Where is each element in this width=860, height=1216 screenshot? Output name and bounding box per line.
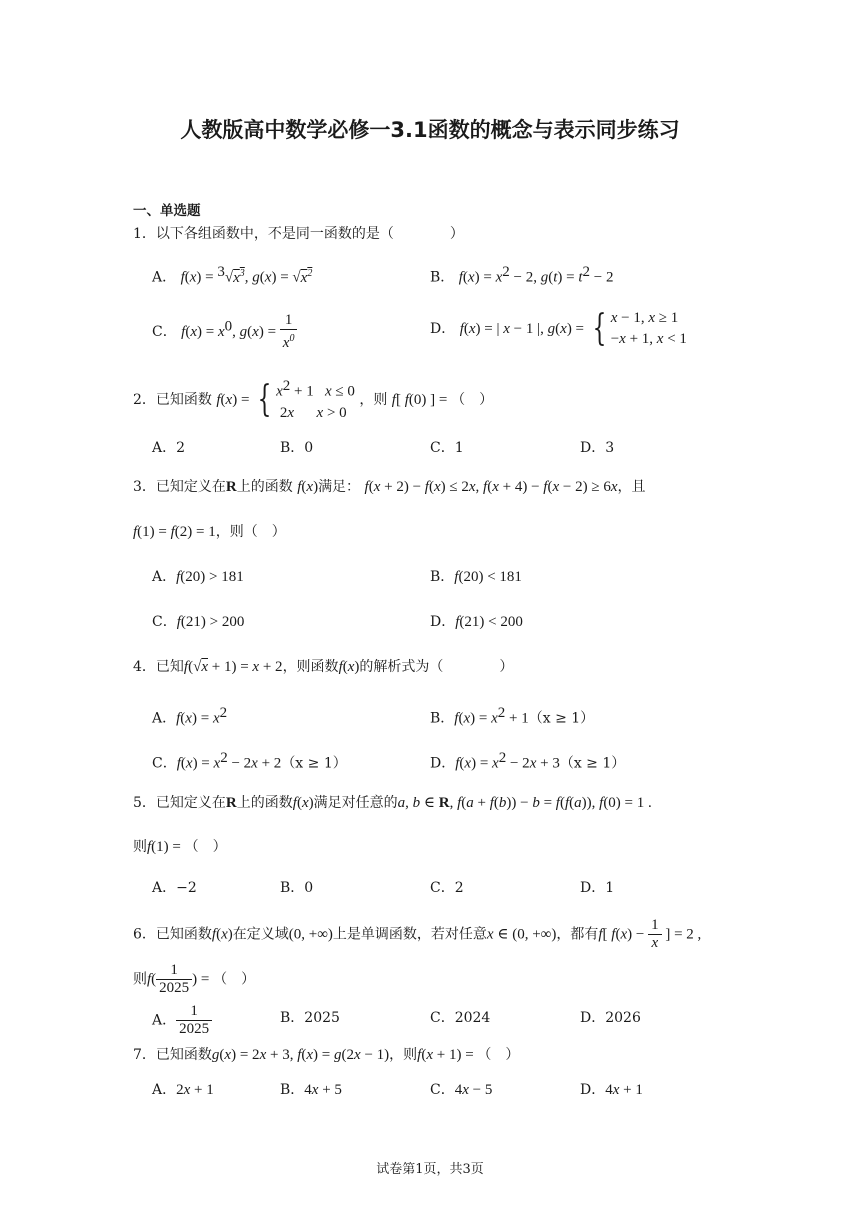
q7-option-a[interactable]: A．2x + 1: [152, 1082, 214, 1098]
q3-stem-line2: f(1) = f(2) = 1，则（ ）: [133, 524, 286, 540]
q7-option-b[interactable]: B．4x + 5: [280, 1082, 342, 1098]
q2-stem: 2．已知函数 f(x) = { $x^2 + 1$ x ≤ 0 2x x > 0 ，则 f[ f(0) ] = （ ）: [133, 378, 494, 421]
q5-option-a[interactable]: A．−2: [152, 880, 197, 896]
q5-option-b[interactable]: B．0: [280, 880, 314, 896]
q4-stem: 4．已知f(√x + 1) = x + 2，则函数f(x)的解析式为（ ）: [133, 659, 514, 675]
q4-option-b[interactable]: B．$f(x) = x^2 + 1(x \ge 1)$: [430, 705, 595, 727]
q5-stem: 5．已知定义在R上的函数f(x)满足对任意的a, b ∈ R, f(a + f(b)) − b = f(f(a)), f(0) = 1 .: [133, 795, 652, 811]
q1-option-d[interactable]: D． f(x) = | x − 1 |, g(x) = { x − 1, x ≥ 1 −x + 1, x < 1: [430, 308, 687, 349]
q3-option-a[interactable]: A．f(20) > 181: [152, 569, 244, 585]
q6-option-b[interactable]: B．2025: [280, 1010, 340, 1026]
q1-option-b[interactable]: B． $f(x) = x^2 - 2$, $g(t) = t^2 - 2$: [430, 264, 614, 286]
q1-option-c[interactable]: C． $f(x) = x^0$, g(x) = $\frac{1}{x^0}$: [152, 312, 297, 352]
q3-option-b[interactable]: B．f(20) < 181: [430, 569, 522, 585]
q3-stem: 3．已知定义在R上的函数 f(x)满足： f(x + 2) − f(x) ≤ 2x, f(x + 4) − f(x − 2) ≥ 6x，且: [133, 479, 646, 495]
page-title: 人教版高中数学必修一3.1函数的概念与表示同步练习: [180, 118, 680, 142]
page-footer: 试卷第1页，共3页: [376, 1162, 484, 1177]
q2-option-c[interactable]: C．1: [430, 440, 464, 456]
q2-option-a[interactable]: A．2: [152, 440, 186, 456]
section-heading: 一、单选题: [133, 203, 201, 219]
q7-stem: 7．已知函数g(x) = 2x + 3, f(x) = g(2x − 1)，则f(x + 1) = （ ）: [133, 1047, 520, 1063]
q4-option-c[interactable]: C．$f(x) = x^2 - 2x + 2(x \ge 1)$: [152, 750, 347, 772]
q4-option-a[interactable]: A．$f(x) = x^2$: [152, 705, 228, 727]
q3-option-c[interactable]: C．f(21) > 200: [152, 614, 245, 630]
q2-option-d[interactable]: D．3: [580, 440, 615, 456]
q6-option-d[interactable]: D．2026: [580, 1010, 641, 1026]
q6-stem: 6．已知函数f(x)在定义域(0, +∞)上是单调函数，若对任意x ∈ (0, +∞)，都有f[ f(x) − $\frac{1}{x}$ ] = 2 ,: [133, 917, 702, 951]
q5-option-c[interactable]: C．2: [430, 880, 464, 896]
q1-option-a[interactable]: A． $f(x) = ^3√x^3$, $g(x) = √x^2$: [152, 264, 313, 286]
q4-option-d[interactable]: D．$f(x) = x^2 - 2x + 3(x \ge 1)$: [430, 750, 626, 772]
q5-stem-line2: 则f(1) = （ ）: [133, 839, 227, 855]
q7-option-c[interactable]: C．4x − 5: [430, 1082, 493, 1098]
q7-option-d[interactable]: D．4x + 1: [580, 1082, 643, 1098]
q3-option-d[interactable]: D．f(21) < 200: [430, 614, 523, 630]
q5-option-d[interactable]: D．1: [580, 880, 615, 896]
q1-stem: 1．以下各组函数中，不是同一函数的是（ ）: [133, 226, 464, 242]
q6-option-a[interactable]: A． $\frac{1}{2025}$: [152, 1003, 212, 1038]
q6-option-c[interactable]: C．2024: [430, 1010, 491, 1026]
q6-stem-line2: 则f( $\frac{1}{2025}$ ) = （ ）: [133, 962, 256, 996]
q2-option-b[interactable]: B．0: [280, 440, 314, 456]
